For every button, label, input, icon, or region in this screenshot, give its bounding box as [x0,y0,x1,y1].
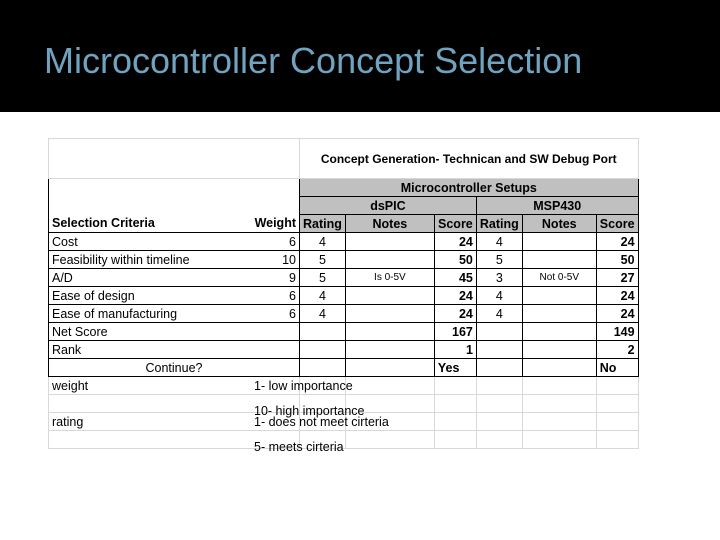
score-msp430: 24 [596,305,638,323]
criteria-cell: A/D 9 [49,269,300,287]
continue-dspic: Yes [434,359,476,377]
legend-label [49,431,344,454]
legend-label: weight 1- low importance [49,377,300,395]
header-rating: Rating [300,215,346,233]
notes-msp430: Not 0-5V [522,269,596,287]
rating-msp430: 5 [476,251,522,269]
rank-label: Rank [49,341,300,359]
table-row [49,251,639,269]
criteria-cell: Ease of manufacturing 6 [49,305,300,323]
header-notes: Notes [345,215,434,233]
header-score: Score [434,215,476,233]
net-score-label: Net Score [49,323,300,341]
score-dspic: 45 [434,269,476,287]
sheet-title: Concept Generation- Technican and SW Debug Port [300,139,639,179]
legend-label [49,395,365,418]
table-row [49,269,639,287]
score-dspic: 24 [434,233,476,251]
notes-dspic [345,233,434,251]
legend-text: 1- does not meet cirteria [254,414,389,429]
score-msp430: 50 [596,251,638,269]
criteria-cell: Cost 6 [49,233,300,251]
notes-msp430 [522,233,596,251]
group-header: Microcontroller Setups [300,179,639,197]
rating-dspic: 4 [300,305,346,323]
score-dspic: 24 [434,305,476,323]
legend-row [49,431,639,449]
notes-msp430 [522,305,596,323]
slide-title: Microcontroller Concept Selection [44,40,583,81]
rank-dspic: 1 [434,341,476,359]
notes-dspic [345,305,434,323]
header-rating: Rating [476,215,522,233]
criteria-cell: Ease of design 6 [49,287,300,305]
legend-text: 5- meets cirteria [254,439,344,454]
table-row [49,233,639,251]
score-dspic: 50 [434,251,476,269]
score-dspic: 24 [434,287,476,305]
net-score-dspic: 167 [434,323,476,341]
notes-dspic [345,251,434,269]
notes-msp430 [522,287,596,305]
net-score-msp430: 149 [596,323,638,341]
rating-dspic: 4 [300,287,346,305]
legend-text: 1- low importance [254,378,353,393]
notes-dspic [345,287,434,305]
rating-dspic: 4 [300,233,346,251]
legend-row [49,377,639,395]
rating-msp430: 3 [476,269,522,287]
table-row [49,305,639,323]
legend-row [49,413,639,431]
option-dspic: dsPIC [300,197,477,215]
notes-msp430 [522,251,596,269]
legend-text: 10- high importance [254,403,365,418]
rating-dspic: 5 [300,269,346,287]
continue-label: Continue? [49,359,300,377]
criteria-cell: Feasibility within timeline 10 [49,251,300,269]
rating-msp430: 4 [476,305,522,323]
option-msp430: MSP430 [476,197,638,215]
table-row [49,287,639,305]
legend-label: rating 1- does not meet cirteria [49,413,300,431]
continue-msp430: No [596,359,638,377]
selection-matrix [48,138,639,454]
header-notes: Notes [522,215,596,233]
slide-header [0,0,720,112]
score-msp430: 24 [596,233,638,251]
notes-dspic: Is 0-5V [345,269,434,287]
rating-msp430: 4 [476,287,522,305]
rating-msp430: 4 [476,233,522,251]
rating-dspic: 5 [300,251,346,269]
score-msp430: 24 [596,287,638,305]
score-msp430: 27 [596,269,638,287]
header-criteria: Selection Criteria Weight [49,215,300,233]
rank-msp430: 2 [596,341,638,359]
legend-row [49,395,639,413]
header-score: Score [596,215,638,233]
